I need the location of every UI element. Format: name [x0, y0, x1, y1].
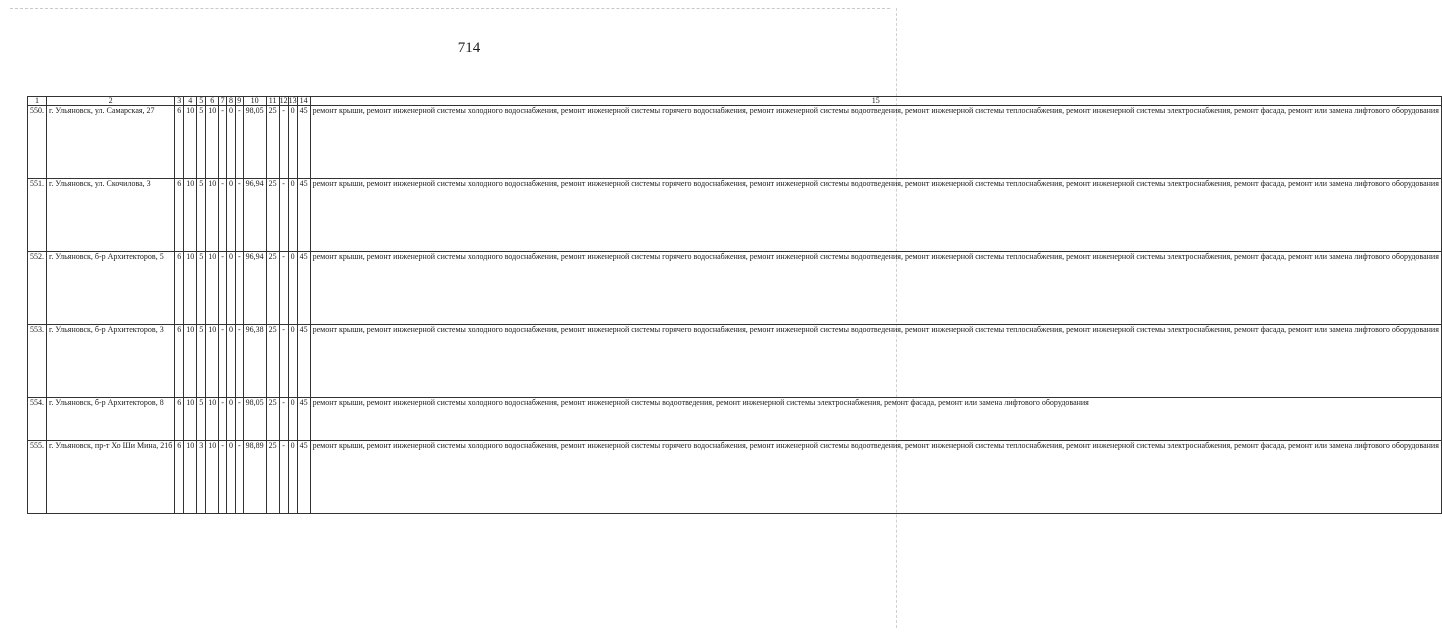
value-cell: 6: [175, 106, 184, 179]
value-cell: -: [219, 441, 227, 514]
value-cell: -: [279, 106, 288, 179]
value-cell: 0: [288, 441, 297, 514]
table-row: [28, 325, 1442, 398]
value-cell: 10: [206, 179, 219, 252]
row-number: 551.: [28, 179, 47, 252]
works-cell: ремонт крыши, ремонт инженерной системы холодного водоснабжения, ремонт инженерной системы горячего водоснабжения, ремонт инженерной системы водоотведения, ремонт инженерной системы теплоснабжения, ремонт инженерной системы электроснабжения, ремонт фасада, ремонт или замена лифтового оборудования: [310, 106, 1441, 179]
value-cell: -: [235, 252, 243, 325]
header-cell: 12: [279, 96, 288, 105]
row-number: 553.: [28, 325, 47, 398]
value-cell: 0: [288, 179, 297, 252]
header-cell: 10: [243, 97, 266, 106]
value-cell: 5: [197, 325, 206, 398]
header-cell: 8: [226, 97, 235, 106]
works-cell: ремонт крыши, ремонт инженерной системы холодного водоснабжения, ремонт инженерной системы горячего водоснабжения, ремонт инженерной системы водоотведения, ремонт инженерной системы теплоснабжения, ремонт инженерной системы электроснабжения, ремонт фасада, ремонт или замена лифтового оборудования: [310, 179, 1441, 252]
value-cell: 25: [266, 441, 279, 514]
address-cell: г. Ульяновск, пр-т Хо Ши Мина, 21б: [47, 441, 175, 514]
value-cell: 96,94: [243, 179, 266, 252]
value-cell: 0: [226, 441, 235, 514]
scan-edge-top: [10, 8, 890, 9]
value-cell: 25: [266, 398, 279, 441]
value-cell: -: [235, 441, 243, 514]
header-cell: 3: [175, 97, 184, 106]
row-number: 550.: [28, 106, 47, 179]
works-cell: ремонт крыши, ремонт инженерной системы холодного водоснабжения, ремонт инженерной системы горячего водоснабжения, ремонт инженерной системы водоотведения, ремонт инженерной системы теплоснабжения, ремонт инженерной системы электроснабжения, ремонт фасада, ремонт или замена лифтового оборудования: [310, 325, 1441, 398]
value-cell: -: [219, 106, 227, 179]
address-cell: г. Ульяновск, ул. Скочилова, 3: [47, 179, 175, 252]
value-cell: 45: [297, 325, 310, 398]
value-cell: 3: [197, 441, 206, 514]
value-cell: 0: [226, 398, 235, 441]
value-cell: 25: [266, 106, 279, 179]
works-cell: ремонт крыши, ремонт инженерной системы холодного водоснабжения, ремонт инженерной системы горячего водоснабжения, ремонт инженерной системы водоотведения, ремонт инженерной системы теплоснабжения, ремонт инженерной системы электроснабжения, ремонт фасада, ремонт или замена лифтового оборудования: [310, 252, 1441, 325]
value-cell: 10: [184, 441, 197, 514]
row-number: 552.: [28, 252, 47, 325]
works-cell: ремонт крыши, ремонт инженерной системы холодного водоснабжения, ремонт инженерной системы водоотведения, ремонт инженерной системы электроснабжения, ремонт фасада, ремонт или замена лифтового оборудования: [310, 398, 1441, 441]
value-cell: 0: [226, 325, 235, 398]
value-cell: -: [235, 179, 243, 252]
value-cell: 25: [266, 179, 279, 252]
value-cell: 0: [288, 252, 297, 325]
value-cell: 0: [226, 106, 235, 179]
value-cell: 0: [226, 252, 235, 325]
value-cell: 10: [184, 252, 197, 325]
value-cell: -: [235, 106, 243, 179]
value-cell: -: [235, 325, 243, 398]
value-cell: 6: [175, 325, 184, 398]
page-number: 714: [457, 40, 481, 56]
value-cell: 10: [184, 106, 197, 179]
table-row: [28, 441, 1442, 514]
value-cell: 0: [288, 325, 297, 398]
value-cell: 25: [266, 252, 279, 325]
table-row: [28, 179, 1442, 252]
table-row: [28, 252, 1442, 325]
value-cell: -: [279, 252, 288, 325]
header-cell: 2: [47, 97, 175, 106]
value-cell: -: [235, 398, 243, 441]
value-cell: 25: [266, 325, 279, 398]
address-cell: г. Ульяновск, ул. Самарская, 27: [47, 106, 175, 179]
value-cell: 5: [197, 179, 206, 252]
header-cell: 13: [288, 96, 297, 105]
value-cell: 5: [197, 106, 206, 179]
value-cell: -: [279, 325, 288, 398]
address-cell: г. Ульяновск, б-р Архитекторов, 8: [47, 398, 175, 441]
value-cell: 6: [175, 179, 184, 252]
value-cell: 0: [288, 398, 297, 441]
register-table: [27, 96, 1442, 514]
value-cell: 10: [206, 106, 219, 179]
table-row: [28, 398, 1442, 441]
header-cell: 5: [197, 97, 206, 106]
value-cell: 10: [206, 325, 219, 398]
header-cell: 9: [237, 96, 242, 105]
header-cell: 11: [266, 97, 279, 106]
value-cell: 96,94: [243, 252, 266, 325]
value-cell: 10: [184, 325, 197, 398]
header-row: [28, 97, 1442, 106]
value-cell: 6: [175, 252, 184, 325]
value-cell: 45: [297, 252, 310, 325]
value-cell: 6: [175, 441, 184, 514]
row-number: 554.: [28, 398, 47, 441]
value-cell: 45: [297, 179, 310, 252]
header-cell: 15: [310, 97, 1441, 106]
value-cell: -: [279, 179, 288, 252]
address-cell: г. Ульяновск, б-р Архитекторов, 5: [47, 252, 175, 325]
value-cell: 45: [297, 106, 310, 179]
value-cell: 96,38: [243, 325, 266, 398]
value-cell: 98,05: [243, 106, 266, 179]
value-cell: 98,89: [243, 441, 266, 514]
header-cell: 4: [184, 97, 197, 106]
value-cell: -: [219, 179, 227, 252]
header-cell: 14: [297, 97, 310, 106]
value-cell: 45: [297, 441, 310, 514]
value-cell: 10: [184, 179, 197, 252]
header-cell: 6: [206, 97, 219, 106]
row-number: 555.: [28, 441, 47, 514]
value-cell: 5: [197, 398, 206, 441]
value-cell: 5: [197, 252, 206, 325]
table-row: [28, 106, 1442, 179]
value-cell: 10: [206, 398, 219, 441]
value-cell: -: [219, 398, 227, 441]
value-cell: 10: [184, 398, 197, 441]
works-cell: ремонт крыши, ремонт инженерной системы холодного водоснабжения, ремонт инженерной системы горячего водоснабжения, ремонт инженерной системы водоотведения, ремонт инженерной системы теплоснабжения, ремонт инженерной системы электроснабжения, ремонт фасада, ремонт или замена лифтового оборудования: [310, 441, 1441, 514]
value-cell: 6: [175, 398, 184, 441]
value-cell: 10: [206, 441, 219, 514]
value-cell: -: [279, 398, 288, 441]
value-cell: -: [219, 252, 227, 325]
value-cell: 0: [288, 106, 297, 179]
value-cell: 10: [206, 252, 219, 325]
value-cell: 45: [297, 398, 310, 441]
address-cell: г. Ульяновск, б-р Архитекторов, 3: [47, 325, 175, 398]
header-cell: 7: [220, 96, 225, 105]
value-cell: 98,05: [243, 398, 266, 441]
value-cell: -: [219, 325, 227, 398]
value-cell: 0: [226, 179, 235, 252]
header-cell: 1: [28, 97, 47, 106]
value-cell: -: [279, 441, 288, 514]
